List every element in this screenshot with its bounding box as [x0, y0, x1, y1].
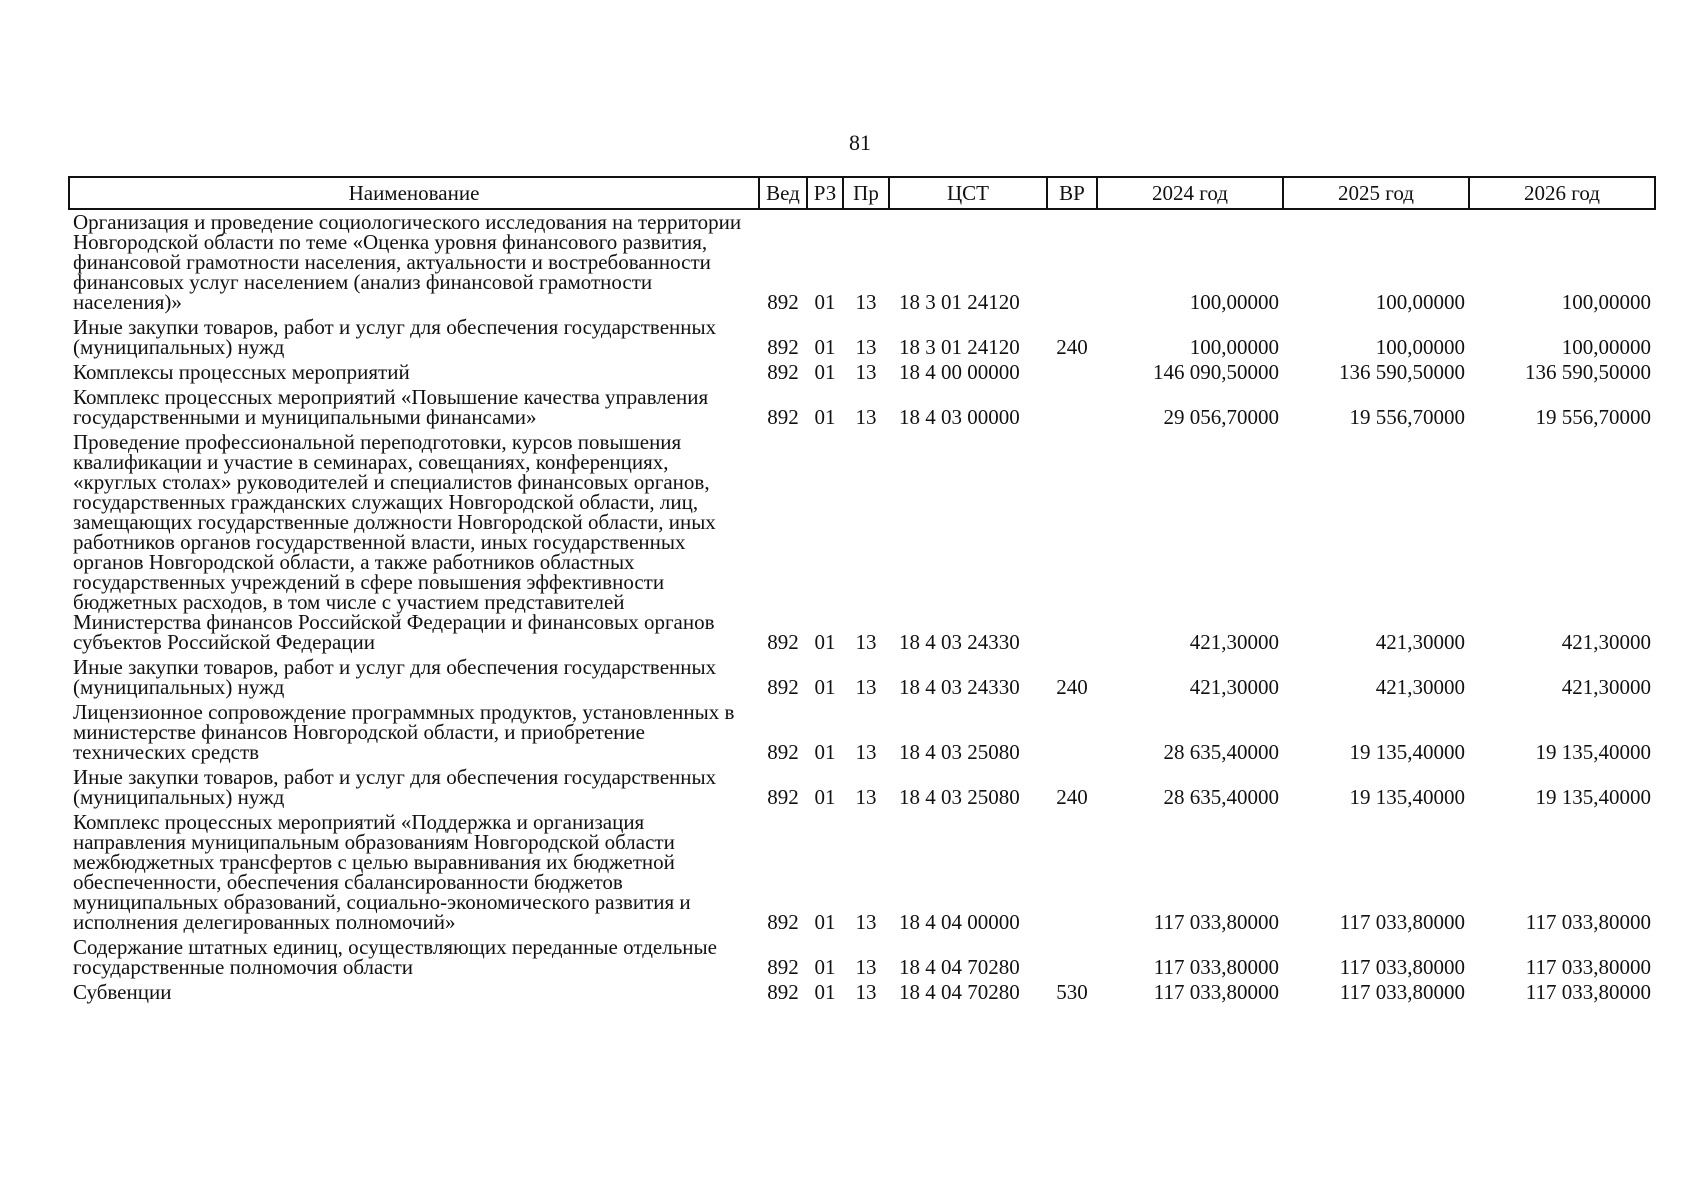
cell-pr: 13: [855, 740, 877, 764]
cell-2024: 117 033,80000: [1153, 955, 1279, 979]
cell-pr: 13: [855, 980, 877, 1004]
cell-2026: 100,00000: [1561, 335, 1651, 359]
cell-rz: 01: [814, 910, 836, 934]
cell-name: Организация и проведение социологического исследования на территории Новгородской области по теме «Оценка уровня финансового развития, финансовой грамотности населения, актуальности и востребованности финансовых услуг населением (анализ финансовой грамотности населения)»: [73, 210, 742, 314]
header-2026: 2026 год: [1469, 177, 1655, 209]
cell-2025: 421,30000: [1375, 675, 1465, 699]
cell-cst: 18 4 03 25080: [899, 740, 1020, 764]
cell-name: Иные закупки товаров, работ и услуг для обеспечения государственных (муниципальных) нужд: [73, 765, 717, 809]
cell-2024: 28 635,40000: [1163, 740, 1279, 764]
cell-vr: [1047, 430, 1097, 655]
cell-ved: 892: [767, 785, 799, 809]
cell-name: Содержание штатных единиц, осуществляющих переданные отдельные государственные полномочия области: [73, 935, 717, 979]
cell-ved: 892: [767, 335, 799, 359]
cell-2026: 19 135,40000: [1535, 740, 1651, 764]
cell-ved: 892: [767, 360, 799, 384]
cell-rz: 01: [814, 290, 836, 314]
cell-2026: 19 135,40000: [1535, 785, 1651, 809]
cell-2026: 117 033,80000: [1525, 910, 1651, 934]
table-row: [69, 655, 1655, 700]
page-number: 81: [849, 130, 871, 155]
cell-rz: 01: [814, 980, 836, 1004]
cell-vr: [1047, 385, 1097, 430]
cell-cst: 18 4 04 70280: [899, 980, 1020, 1004]
cell-2026: 421,30000: [1561, 630, 1651, 654]
cell-ved: 892: [767, 910, 799, 934]
cell-2025: 19 135,40000: [1349, 785, 1465, 809]
cell-ved: 892: [767, 290, 799, 314]
cell-2026: 421,30000: [1561, 675, 1651, 699]
cell-pr: 13: [855, 630, 877, 654]
header-name: Наименование: [69, 177, 759, 209]
cell-2024: 28 635,40000: [1163, 785, 1279, 809]
cell-rz: 01: [814, 335, 836, 359]
cell-pr: 13: [855, 785, 877, 809]
cell-rz: 01: [814, 675, 836, 699]
cell-pr: 13: [855, 290, 877, 314]
header-row: [69, 177, 1655, 209]
cell-vr: [1047, 810, 1097, 935]
table-row: [69, 935, 1655, 980]
table-row: [69, 360, 1655, 385]
cell-cst: 18 4 03 24330: [899, 675, 1020, 699]
table-row: [69, 700, 1655, 765]
table-row: [69, 430, 1655, 655]
cell-cst: 18 4 03 00000: [899, 405, 1020, 429]
cell-cst: 18 3 01 24120: [899, 335, 1020, 359]
cell-rz: 01: [814, 955, 836, 979]
cell-ved: 892: [767, 955, 799, 979]
cell-name: Комплексы процессных мероприятий: [73, 360, 410, 384]
cell-rz: 01: [814, 405, 836, 429]
cell-2026: 117 033,80000: [1525, 980, 1651, 1004]
cell-name: Проведение профессиональной переподготовки, курсов повышения квалификации и участие в семинарах, совещаниях, конференциях, «круглых столах» руководителей и специалистов финансовых органов, государственных гражданских служащих Новгородской области, лиц, замещающих государственные должности Новгородской области, иных работников органов государственной власти, иных государственных органов Новгородской области, а также работников областных государственных учреждений в сфере повышения эффективности бюджетных расходов, в том числе с участием представителей Министерства финансов Российской Федерации и финансовых органов субъектов Российской Федерации: [73, 430, 716, 654]
cell-vr: 530: [1056, 980, 1088, 1004]
cell-name: Субвенции: [73, 980, 172, 1004]
table-row: [69, 209, 1655, 315]
cell-2026: 136 590,50000: [1525, 360, 1651, 384]
cell-pr: 13: [855, 405, 877, 429]
cell-name: Лицензионное сопровождение программных продуктов, установленных в министерстве финансов Новгородской области, и приобретение технических средств: [73, 700, 735, 764]
cell-2025: 19 556,70000: [1349, 405, 1465, 429]
cell-pr: 13: [855, 675, 877, 699]
cell-2024: 146 090,50000: [1153, 360, 1279, 384]
cell-2026: 19 556,70000: [1535, 405, 1651, 429]
header-pr: Пр: [843, 177, 889, 209]
cell-cst: 18 3 01 24120: [899, 290, 1020, 314]
cell-2024: 117 033,80000: [1153, 910, 1279, 934]
cell-pr: 13: [855, 955, 877, 979]
cell-vr: [1047, 209, 1097, 315]
cell-2026: 100,00000: [1561, 290, 1651, 314]
table-row: [69, 315, 1655, 360]
cell-vr: [1047, 360, 1097, 385]
cell-2024: 100,00000: [1189, 335, 1279, 359]
cell-2024: 421,30000: [1189, 675, 1279, 699]
cell-ved: 892: [767, 740, 799, 764]
cell-cst: 18 4 04 00000: [899, 910, 1020, 934]
cell-2024: 29 056,70000: [1163, 405, 1279, 429]
table-header: [69, 177, 1655, 209]
cell-2024: 421,30000: [1189, 630, 1279, 654]
cell-ved: 892: [767, 980, 799, 1004]
header-2025: 2025 год: [1283, 177, 1469, 209]
cell-vr: 240: [1056, 335, 1088, 359]
header-vr: ВР: [1047, 177, 1097, 209]
cell-rz: 01: [814, 785, 836, 809]
table-row: [69, 765, 1655, 810]
cell-rz: 01: [814, 360, 836, 384]
cell-2025: 117 033,80000: [1339, 910, 1465, 934]
cell-vr: [1047, 935, 1097, 980]
cell-2025: 136 590,50000: [1339, 360, 1465, 384]
header-cst: ЦСТ: [889, 177, 1047, 209]
header-ved: Вед: [759, 177, 807, 209]
header-rz: РЗ: [807, 177, 843, 209]
cell-pr: 13: [855, 360, 877, 384]
cell-name: Комплекс процессных мероприятий «Повышение качества управления государственными и муниципальными финансами»: [73, 385, 709, 429]
table-body: [69, 209, 1655, 1005]
cell-2024: 100,00000: [1189, 290, 1279, 314]
cell-cst: 18 4 04 70280: [899, 955, 1020, 979]
cell-vr: 240: [1056, 675, 1088, 699]
cell-name: Иные закупки товаров, работ и услуг для обеспечения государственных (муниципальных) нужд: [73, 655, 717, 699]
cell-pr: 13: [855, 335, 877, 359]
table-row: [69, 980, 1655, 1005]
cell-2026: 117 033,80000: [1525, 955, 1651, 979]
cell-cst: 18 4 03 24330: [899, 630, 1020, 654]
table-row: [69, 810, 1655, 935]
cell-ved: 892: [767, 630, 799, 654]
cell-name: Иные закупки товаров, работ и услуг для обеспечения государственных (муниципальных) нужд: [73, 315, 717, 359]
cell-cst: 18 4 03 25080: [899, 785, 1020, 809]
header-2024: 2024 год: [1097, 177, 1283, 209]
cell-ved: 892: [767, 675, 799, 699]
cell-rz: 01: [814, 630, 836, 654]
cell-2025: 19 135,40000: [1349, 740, 1465, 764]
cell-pr: 13: [855, 910, 877, 934]
budget-table: [68, 176, 1656, 1005]
cell-2025: 100,00000: [1375, 335, 1465, 359]
cell-2025: 100,00000: [1375, 290, 1465, 314]
cell-vr: [1047, 700, 1097, 765]
cell-2025: 421,30000: [1375, 630, 1465, 654]
cell-vr: 240: [1056, 785, 1088, 809]
cell-ved: 892: [767, 405, 799, 429]
cell-2025: 117 033,80000: [1339, 955, 1465, 979]
cell-cst: 18 4 00 00000: [899, 360, 1020, 384]
cell-name: Комплекс процессных мероприятий «Поддержка и организация направления муниципальным образованиям Новгородской области межбюджетных трансфертов с целью выравнивания их бюджетной обеспеченности, обеспечения сбалансированности бюджетов муниципальных образований, социально-экономического развития и исполнения делегированных полномочий»: [73, 810, 691, 934]
cell-2025: 117 033,80000: [1339, 980, 1465, 1004]
cell-rz: 01: [814, 740, 836, 764]
cell-2024: 117 033,80000: [1153, 980, 1279, 1004]
table-row: [69, 385, 1655, 430]
